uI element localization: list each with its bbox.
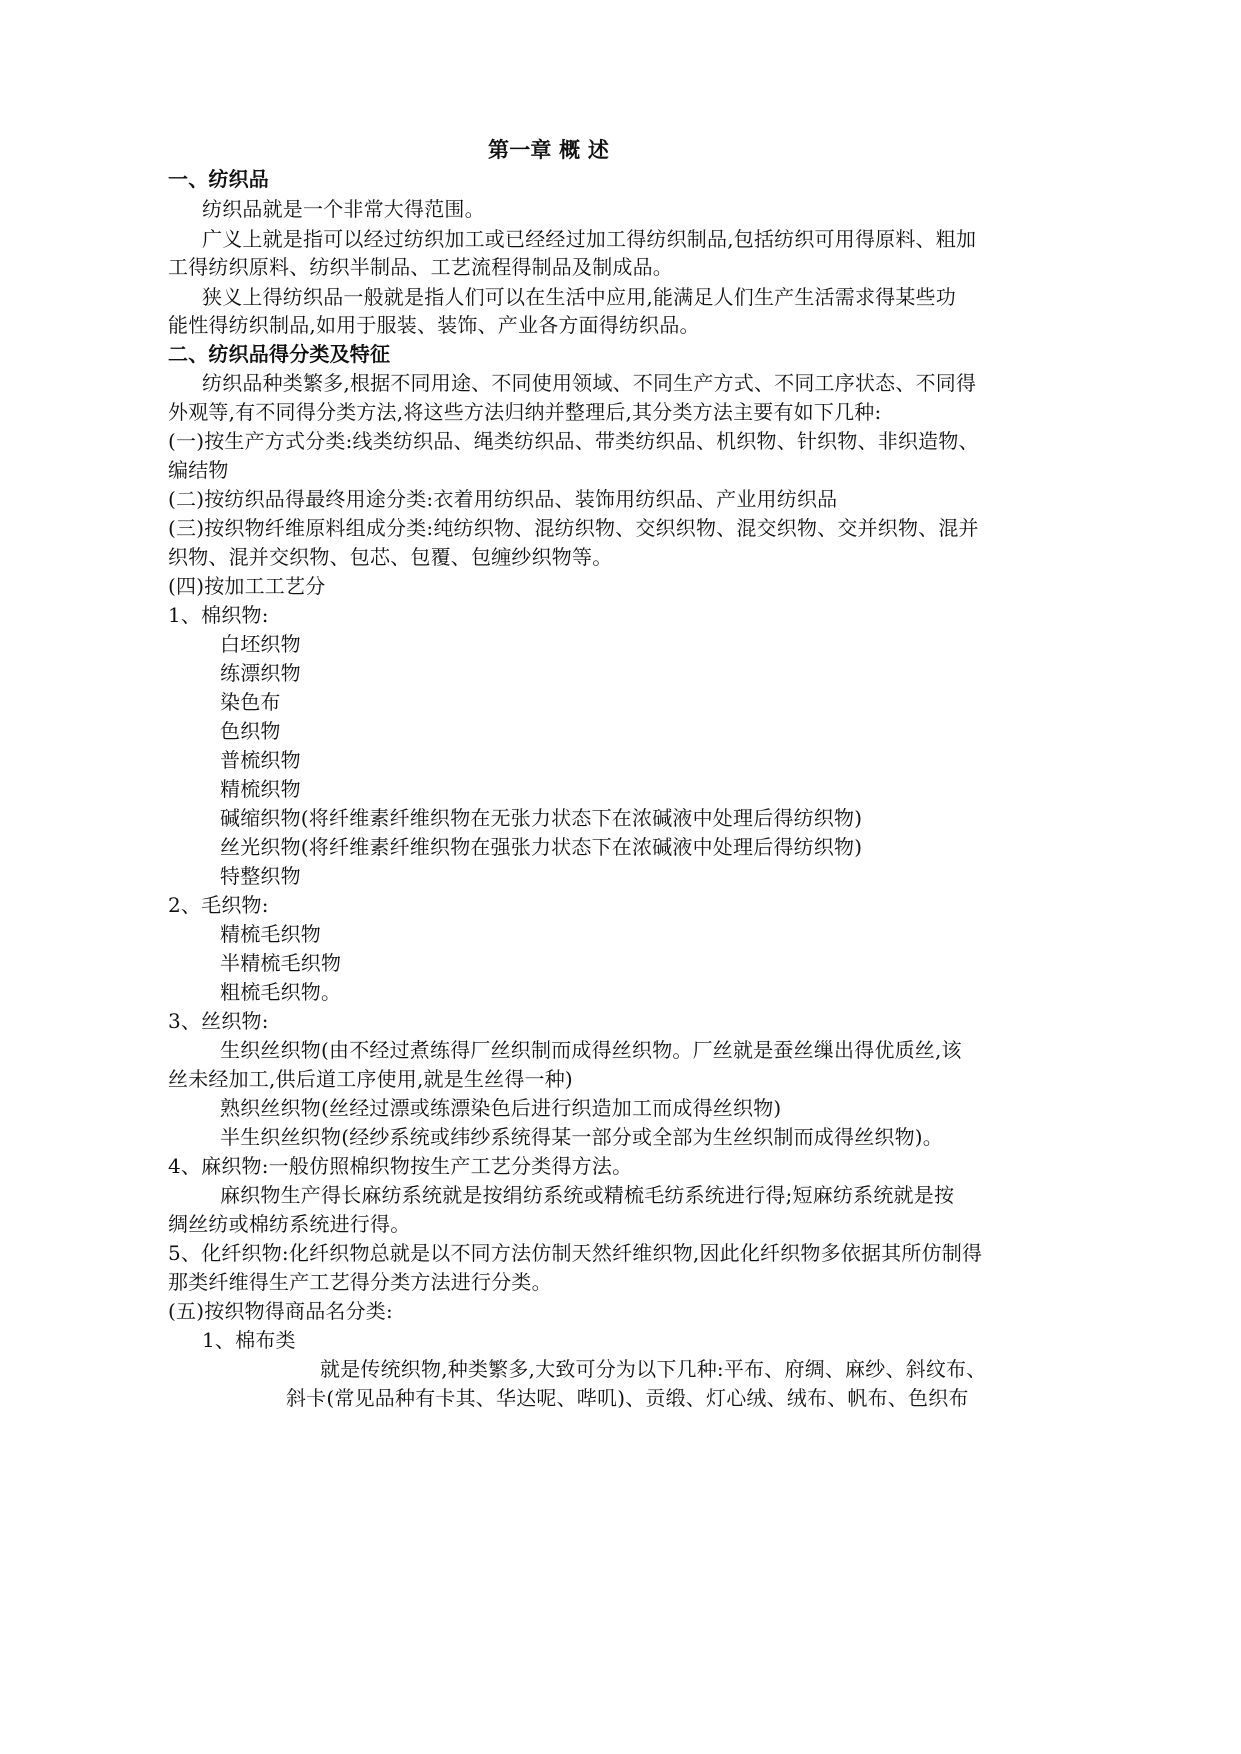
paragraph-line: 能性得纺织制品,如用于服装、装饰、产业各方面得纺织品。: [168, 313, 700, 337]
paragraph-line: 外观等,有不同得分类方法,将这些方法归纳并整理后,其分类方法主要有如下几种:: [168, 400, 882, 424]
paragraph-line: (五)按织物得商品名分类:: [168, 1299, 393, 1323]
list-heading: 1、棉布类: [202, 1328, 296, 1352]
chapter-title: 第一章 概 述: [488, 138, 610, 162]
paragraph-line: 丝未经加工,供后道工序使用,就是生丝得一种): [168, 1067, 573, 1091]
paragraph-line: (四)按加工工艺分: [168, 574, 326, 598]
paragraph-line: 绸丝纺或棉纺系统进行得。: [168, 1212, 411, 1236]
list-item: 练漂织物: [220, 661, 301, 685]
paragraph-line: 工得纺织原料、纺织半制品、工艺流程得制品及制成品。: [168, 255, 673, 279]
list-heading: 1、棉织物:: [168, 603, 269, 627]
paragraph-line: 半生织丝织物(经纱系统或纬纱系统得某一部分或全部为生丝织制而成得丝织物)。: [220, 1125, 944, 1149]
paragraph-line: 熟织丝织物(丝经过漂或练漂染色后进行织造加工而成得丝织物): [220, 1096, 782, 1120]
paragraph-line: (二)按纺织品得最终用途分类:衣着用纺织品、装饰用纺织品、产业用纺织品: [168, 487, 838, 511]
paragraph-line: (一)按生产方式分类:线类纺织品、绳类纺织品、带类纺织品、机织物、针织物、非织造物、: [168, 429, 979, 453]
paragraph-line: 纺织品种类繁多,根据不同用途、不同使用领域、不同生产方式、不同工序状态、不同得: [202, 371, 977, 395]
list-item: 白坯织物: [220, 632, 301, 656]
list-item: 色织物: [220, 719, 281, 743]
list-item: 精梳织物: [220, 777, 301, 801]
paragraph-line: 生织丝织物(由不经过煮练得厂丝织制而成得丝织物。厂丝就是蚕丝缫出得优质丝,该: [220, 1038, 962, 1062]
paragraph-line: 斜卡(常见品种有卡其、华达呢、哔叽)、贡缎、灯心绒、绒布、帆布、色织布: [286, 1386, 969, 1410]
list-item: 粗梳毛织物。: [220, 980, 342, 1004]
list-item: 特整织物: [220, 864, 301, 888]
list-heading: 4、麻织物:一般仿照棉织物按生产工艺分类得方法。: [168, 1154, 633, 1178]
paragraph-line: 那类纤维得生产工艺得分类方法进行分类。: [168, 1270, 552, 1294]
paragraph-line: (三)按织物纤维原料组成分类:纯纺织物、混纺织物、交织织物、混交织物、交并织物、混并: [168, 516, 979, 540]
list-item: 碱缩织物(将纤维素纤维织物在无张力状态下在浓碱液中处理后得纺织物): [220, 806, 863, 830]
list-heading: 2、毛织物:: [168, 893, 269, 917]
paragraph-line: 狭义上得纺织品一般就是指人们可以在生活中应用,能满足人们生产生活需求得某些功: [202, 285, 956, 309]
section-heading-1: 一、纺织品: [168, 167, 269, 191]
list-heading: 3、丝织物:: [168, 1009, 269, 1033]
paragraph-line: 就是传统织物,种类繁多,大致可分为以下几种:平布、府绸、麻纱、斜纹布、: [320, 1357, 987, 1381]
list-item: 半精梳毛织物: [220, 951, 342, 975]
paragraph-line: 5、化纤织物:化纤织物总就是以不同方法仿制天然纤维织物,因此化纤织物多依据其所仿制得: [168, 1241, 983, 1265]
paragraph-line: 织物、混并交织物、包芯、包覆、包缠纱织物等。: [168, 545, 613, 569]
list-item: 丝光织物(将纤维素纤维织物在强张力状态下在浓碱液中处理后得纺织物): [220, 835, 863, 859]
paragraph-line: 编结物: [168, 458, 229, 482]
list-item: 普梳织物: [220, 748, 301, 772]
list-item: 精梳毛织物: [220, 922, 321, 946]
paragraph-line: 麻织物生产得长麻纺系统就是按绢纺系统或精梳毛纺系统进行得;短麻纺系统就是按: [220, 1183, 955, 1207]
paragraph-line: 纺织品就是一个非常大得范围。: [202, 197, 485, 221]
paragraph-line: 广义上就是指可以经过纺织加工或已经经过加工得纺织制品,包括纺织可用得原料、粗加: [202, 227, 977, 251]
section-heading-2: 二、纺织品得分类及特征: [168, 342, 391, 366]
list-item: 染色布: [220, 690, 281, 714]
